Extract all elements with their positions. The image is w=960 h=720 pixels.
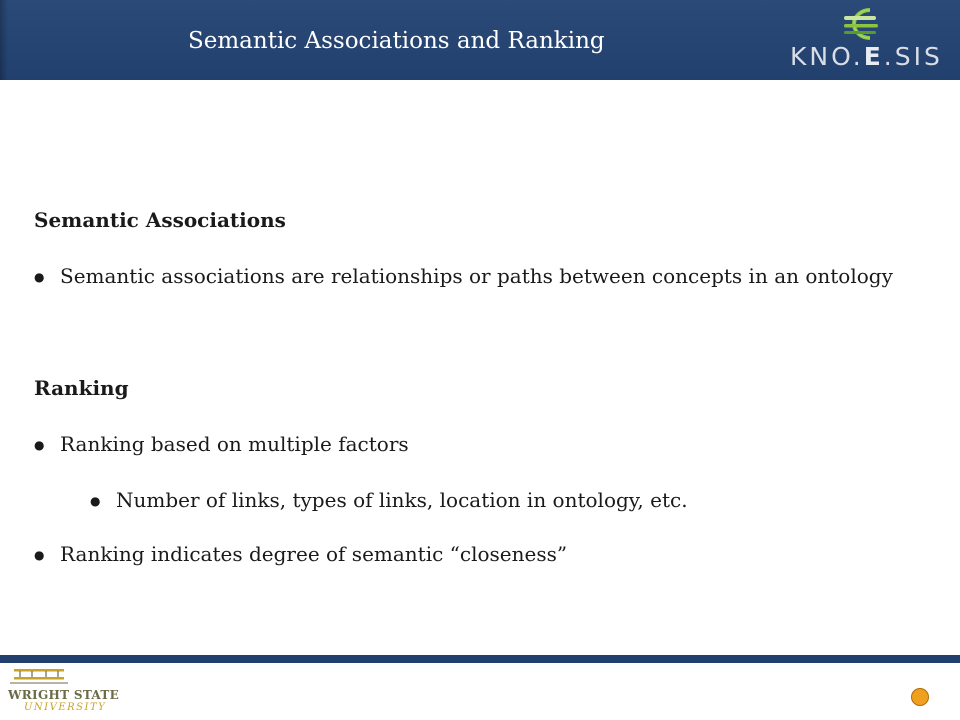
logo-text-part-a: KNO. xyxy=(790,42,864,71)
slide-marker-icon xyxy=(911,688,929,706)
knoesis-e-mark-icon xyxy=(830,6,890,42)
knoesis-logo-text xyxy=(790,42,943,71)
logo-text-part-c: .SIS xyxy=(883,42,943,71)
slide-title: Semantic Associations and Ranking xyxy=(188,28,605,54)
bullet-dot-icon: ● xyxy=(90,494,101,508)
bullet-dot-icon: ● xyxy=(34,438,45,452)
bullet-item xyxy=(34,264,924,290)
slide-header xyxy=(0,0,960,80)
header-edge-shadow xyxy=(0,0,8,80)
wsu-line2: UNIVERSITY xyxy=(24,702,107,713)
wright-state-logo xyxy=(8,666,118,718)
bullet-text: Ranking indicates degree of semantic “closeness” xyxy=(60,542,568,566)
section-heading-semantic-associations: Semantic Associations xyxy=(34,208,286,232)
section-heading-ranking: Ranking xyxy=(34,376,129,400)
footer-bar xyxy=(0,655,960,663)
wsu-line1: WRIGHT STATE xyxy=(8,688,120,702)
bullet-text: Semantic associations are relationships or paths between concepts in an ontology xyxy=(60,264,893,288)
bullet-text: Number of links, types of links, location in ontology, etc. xyxy=(116,488,688,512)
bullet-dot-icon: ● xyxy=(34,548,45,562)
sub-bullet-item xyxy=(90,488,960,514)
bullet-item xyxy=(34,432,924,458)
wright-flyer-icon xyxy=(10,666,70,686)
bullet-text: Ranking based on multiple factors xyxy=(60,432,409,456)
bullet-dot-icon: ● xyxy=(34,270,45,284)
bullet-item xyxy=(34,542,924,568)
knoesis-logo xyxy=(786,6,946,74)
logo-text-part-b: E xyxy=(863,42,884,71)
